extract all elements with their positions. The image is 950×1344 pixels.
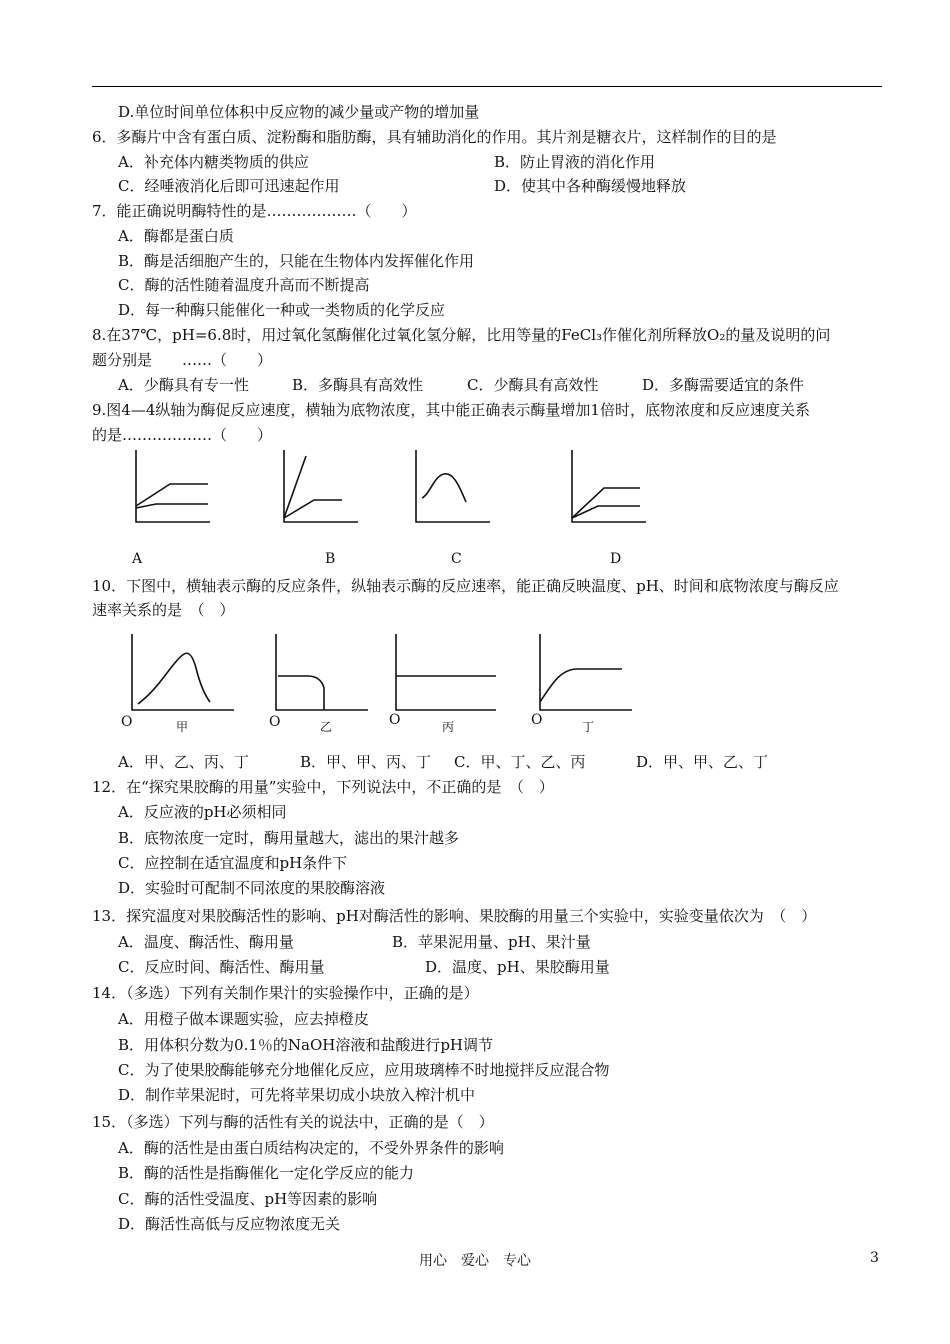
q10-graph-yi-axes — [276, 634, 368, 710]
q6-option-a: A．补充体内糖类物质的供应 — [118, 153, 309, 171]
page-footer: 用心 爱心 专心 — [419, 1253, 531, 1269]
header-rule — [92, 86, 882, 87]
q10-origin-bing: O — [389, 712, 401, 728]
q13-option-c: C．反应时间、酶活性、酶用量 — [118, 958, 325, 976]
q6-option-c: C．经唾液消化后即可迅速起作用 — [118, 177, 340, 195]
page-number: 3 — [870, 1250, 879, 1266]
q10-graph-bing — [392, 632, 502, 714]
q9-stem-line2: 的是………………（ ） — [92, 426, 273, 444]
q10-stem-line2: 速率关系的是 （ ） — [92, 601, 235, 619]
q10-option-b: B．甲、甲、丙、丁 — [300, 753, 432, 771]
q8-stem-line1: 8.在37℃，pH=6.8时，用过氧化氢酶催化过氧化氢分解，比用等量的FeCl₃作催化剂所释放O₂的量及说明的问 — [92, 326, 831, 344]
q9-graph-d — [564, 448, 654, 528]
q14-option-c: C．为了使果胶酶能够充分地催化反应，应用玻璃棒不时地搅拌反应混合物 — [118, 1061, 610, 1079]
q9-graph-a-axes — [136, 450, 210, 522]
q8-option-c: C．少酶具有高效性 — [467, 376, 599, 394]
q7-option-c: C．酶的活性随着温度升高而不断提高 — [118, 276, 370, 294]
q15-stem: 15．（多选）下列与酶的活性有关的说法中，正确的是（ ） — [92, 1113, 494, 1131]
q12-stem: 12．在“探究果胶酶的用量”实验中，下列说法中，不正确的是 （ ） — [92, 778, 554, 796]
q13-option-b: B．苹果泥用量、pH、果汁量 — [392, 933, 591, 951]
q7-option-a: A．酶都是蛋白质 — [118, 227, 234, 245]
q14-option-b: B．用体积分数为0.1％的NaOH溶液和盐酸进行pH调节 — [118, 1036, 494, 1054]
q9-label-c: C — [451, 551, 462, 567]
q13-option-d: D．温度、pH、果胶酶用量 — [425, 958, 610, 976]
q10-stem-line1: 10．下图中，横轴表示酶的反应条件，纵轴表示酶的反应速率，能正确反映温度、pH、时间和底物浓度与酶反应 — [92, 577, 839, 595]
q9-graph-b — [276, 448, 366, 528]
q10-graph-jia-axes — [132, 634, 234, 710]
q12-option-b: B．底物浓度一定时，酶用量越大，滤出的果汁越多 — [118, 829, 460, 847]
q15-option-c: C．酶的活性受温度、pH等因素的影响 — [118, 1190, 378, 1208]
q10-option-c: C．甲、丁、乙、丙 — [454, 753, 586, 771]
q13-option-a: A．温度、酶活性、酶用量 — [118, 933, 294, 951]
q12-option-a: A．反应液的pH必须相同 — [118, 803, 287, 821]
q14-option-d: D．制作苹果泥时，可先将苹果切成小块放入榨汁机中 — [118, 1086, 476, 1104]
q10-graph-ding-axes — [540, 634, 632, 710]
q7-option-b: B．酶是活细胞产生的，只能在生物体内发挥催化作用 — [118, 252, 475, 270]
q12-option-c: C．应控制在适宜温度和pH条件下 — [118, 854, 348, 872]
q9-graph-a-curve-low — [136, 504, 208, 508]
q8-option-a: A．少酶具有专一性 — [118, 376, 249, 394]
q15-option-b: B．酶的活性是指酶催化一定化学反应的能力 — [118, 1164, 415, 1182]
q10-origin-ding: O — [531, 712, 543, 728]
q8-option-d: D．多酶需要适宜的条件 — [642, 376, 805, 394]
q10-option-d: D．甲、甲、乙、丁 — [636, 753, 769, 771]
q10-graph-jia — [128, 632, 238, 714]
q14-option-a: A．用橙子做本课题实验，应去掉橙皮 — [118, 1010, 369, 1028]
q10-label-jia: 甲 — [176, 720, 189, 734]
q13-stem: 13．探究温度对果胶酶活性的影响、pH对酶活性的影响、果胶酶的用量三个实验中，实验变量依次为 （ ） — [92, 907, 817, 925]
q6-option-b: B．防止胃液的消化作用 — [494, 153, 656, 171]
q5-option-d: D.单位时间单位体积中反应物的减少量或产物的增加量 — [118, 103, 480, 121]
q9-label-d: D — [610, 551, 622, 567]
q6-stem: 6．多酶片中含有蛋白质、淀粉酶和脂肪酶，具有辅助消化的作用。其片剂是糖衣片，这样制作的目的是 — [92, 128, 777, 146]
q9-graph-a-curve-high — [136, 484, 208, 506]
q9-label-b: B — [325, 551, 336, 567]
q9-graph-c-axes — [416, 450, 490, 522]
q8-stem-line2: 题分别是 ……（ ） — [92, 351, 273, 369]
q10-graph-ding — [536, 632, 636, 714]
q6-option-d: D．使其中各种酶缓慢地释放 — [494, 177, 687, 195]
q9-graph-d-axes — [572, 450, 646, 522]
q10-origin-yi: O — [269, 714, 281, 730]
q9-stem-line1: 9.图4—4纵轴为酶促反应速度，横轴为底物浓度，其中能正确表示酶量增加1倍时，底物浓度和反应速度关系 — [92, 401, 810, 419]
q10-graph-jia-curve — [138, 653, 210, 704]
q15-option-a: A．酶的活性是由蛋白质结构决定的，不受外界条件的影响 — [118, 1139, 504, 1157]
q14-stem: 14．（多选）下列有关制作果汁的实验操作中，正确的是） — [92, 984, 479, 1002]
q10-graph-yi — [272, 632, 372, 714]
q9-graph-b-curve-low — [284, 500, 342, 518]
q9-label-a: A — [132, 551, 143, 567]
q10-label-ding: 丁 — [582, 720, 595, 734]
q9-graph-c — [408, 448, 498, 528]
q9-graph-c-curve — [422, 474, 466, 502]
q10-graph-ding-curve — [540, 669, 622, 702]
q9-graph-b-curve-steep — [284, 456, 306, 518]
q10-label-bing: 丙 — [442, 720, 455, 734]
q9-graph-a — [128, 448, 218, 528]
q12-option-d: D．实验时可配制不同浓度的果胶酶溶液 — [118, 879, 386, 897]
q8-option-b: B．多酶具有高效性 — [292, 376, 424, 394]
q10-graph-yi-curve — [278, 676, 324, 710]
q15-option-d: D．酶活性高低与反应物浓度无关 — [118, 1215, 341, 1233]
q10-label-yi: 乙 — [320, 720, 333, 734]
q7-option-d: D．每一种酶只能催化一种或一类物质的化学反应 — [118, 301, 446, 319]
q10-option-a: A．甲、乙、丙、丁 — [118, 753, 249, 771]
q7-stem: 7．能正确说明酶特性的是………………（ ） — [92, 202, 417, 220]
q10-origin-jia: O — [121, 714, 133, 730]
q10-graph-bing-axes — [396, 634, 496, 710]
